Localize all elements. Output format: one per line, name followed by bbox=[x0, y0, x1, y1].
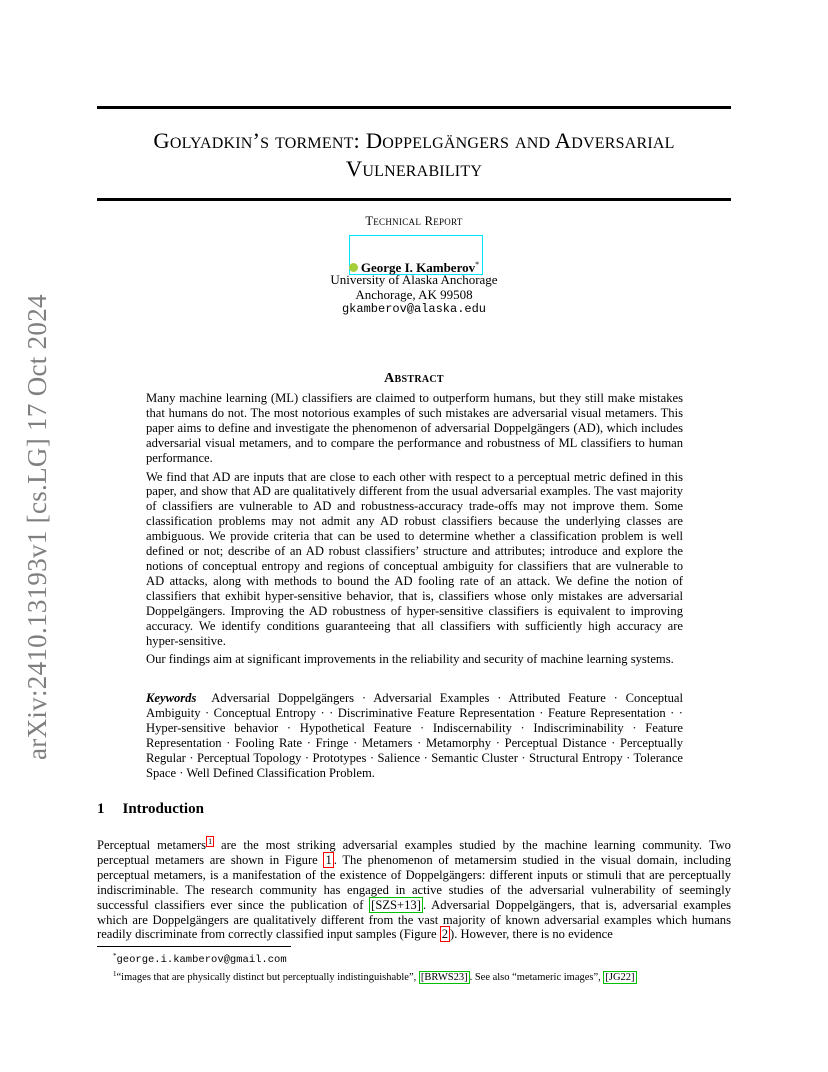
abstract-paragraph-2: We find that AD are inputs that are close to each other with respect to a perceptual metric defined in this paper, and show that AD are qualitatively different from the usual adversarial examples. The vast majority of classifiers are vulnerable to AD and robustness-accuracy trade-offs may not improve them. Some classification problems may not admit any AD robust classifiers because the underlying classes are ambiguous. We provide criteria that can be used to determine whether a classification problem is well defined or not; describe of an AD robust classifiers’ structure and attributes; introduce and explore the notions of conceptual entropy and regions of conceptual ambiguity for classifiers that are vulnerable to AD attacks, along with methods to bound the AD fooling rate of an attack. We define the notion of classifiers that exhibit hyper-sensitive behavior, that is, classifiers whose only mistakes are adversarial Doppelgängers. Improving the AD robustness of hyper-sensitive classifiers is equivalent to improving accuracy. We identify conditions guaranteeing that all classifiers with sufficiently high accuracy are hyper-sensitive. bbox=[146, 469, 683, 648]
footnote-text: . See also “metameric images”, bbox=[469, 971, 604, 983]
footnote-1 bbox=[113, 968, 733, 985]
section-title: Introduction bbox=[122, 801, 204, 817]
intro-text: are the most striking adversarial examples studied by the machine learning community. Two perceptual metamers are shown in Figure bbox=[97, 838, 731, 867]
keywords-label: Keywords bbox=[146, 691, 197, 705]
author-name[interactable]: George I. Kamberov bbox=[360, 260, 476, 275]
footnotes bbox=[113, 950, 733, 984]
citation-link-brws23[interactable]: [BRWS23] bbox=[420, 971, 468, 983]
footnote-mark: * bbox=[113, 952, 117, 960]
abstract-heading: Abstract bbox=[384, 371, 444, 386]
introduction-paragraph bbox=[97, 835, 731, 942]
intro-text: ). However, there is no evidence bbox=[450, 927, 613, 942]
section-number: 1 bbox=[97, 801, 105, 817]
author-email[interactable]: gkamberov@alaska.edu bbox=[341, 302, 487, 316]
intro-text: . The phenomenon of metamersim studied in the visual domain, including perceptual metamers, is a manifestation of the existence of Doppelgängers: different inputs or stimuli that are perceptually indiscriminable. The research community has engaged in active studies of the adversarial vulnerability of seemingly successful classifiers ever since the publication of bbox=[97, 852, 731, 912]
abstract-paragraph-3: Our findings aim at significant improvements in the reliability and security of machine learning systems. bbox=[146, 652, 674, 667]
intro-text: . Adversarial Doppelgängers, that is, adversarial examples which are Doppelgängers are qualitatively different from the vast majority of known adversarial examples which humans readily discriminate from correctly classified input samples (Figure bbox=[97, 897, 731, 942]
orcid-icon[interactable] bbox=[349, 263, 358, 272]
footnote-text: george.i.kamberov@gmail.com bbox=[116, 954, 287, 966]
footnote-mark: 1 bbox=[113, 969, 117, 978]
author-address: Anchorage, AK 99508 bbox=[355, 287, 473, 302]
title-line-2: Vulnerability bbox=[345, 156, 483, 181]
intro-text: Perceptual metamers bbox=[97, 838, 207, 852]
footnote-link-1[interactable]: 1 bbox=[208, 837, 213, 846]
keywords-text: Adversarial Doppelgängers · Adversarial Examples · Attributed Feature · Conceptual Ambiguity · Conceptual Entropy · · Discriminative Feature Representation · Feature Representation · · Hyper-sensitive behavior · Hypothetical Feature · Indiscernability · Indiscriminability · Feature Representation · Fooling Rate · Fringe · Metamers · Metamorphy · Perceptual Distance · Perceptually Regular · Perceptual Topology · Prototypes · Salience · Semantic Cluster · Structural Entropy · Tolerance Space · Well Defined Classification Problem. bbox=[146, 691, 683, 780]
figure-link-2[interactable]: 2 bbox=[441, 927, 449, 942]
title-bottom-rule bbox=[97, 198, 731, 201]
author-affiliation-block bbox=[97, 272, 731, 317]
section-heading-introduction bbox=[97, 801, 204, 818]
paper-title bbox=[97, 127, 731, 183]
arxiv-identifier-sidebar bbox=[22, 290, 52, 760]
author-footnote-mark[interactable]: * bbox=[475, 260, 480, 269]
abstract-body bbox=[146, 391, 683, 671]
arxiv-identifier: arXiv:2410.13193v1 [cs.LG] 17 Oct 2024 bbox=[22, 294, 52, 760]
citation-link-szs13[interactable]: [SZS+13] bbox=[371, 897, 421, 912]
footnote-rule bbox=[97, 946, 291, 947]
abstract-paragraph-1: Many machine learning (ML) classifiers are claimed to outperform humans, but they still make mistakes that humans do not. The most notorious examples of such mistakes are adversarial visual metamers. This paper aims to define and investigate the phenomenon of adversarial Doppelgängers (AD), which includes adversarial visual metamers, and to compare the performance and robustness of ML classifiers to human performance. bbox=[146, 391, 683, 465]
footnote-text: “images that are physically distinct but perceptually indistinguishable”, bbox=[116, 971, 419, 983]
figure-link-1[interactable]: 1 bbox=[325, 852, 332, 867]
keywords-block bbox=[146, 691, 683, 780]
citation-link-jg22[interactable]: [JG22] bbox=[605, 971, 635, 983]
footnote-author-email bbox=[113, 950, 733, 968]
report-label: Technical Report bbox=[365, 214, 463, 228]
author-affiliation: University of Alaska Anchorage bbox=[330, 272, 498, 287]
title-line-1: Golyadkin’s torment: Doppelgängers and Adversarial bbox=[153, 128, 675, 153]
title-top-rule bbox=[97, 106, 731, 109]
